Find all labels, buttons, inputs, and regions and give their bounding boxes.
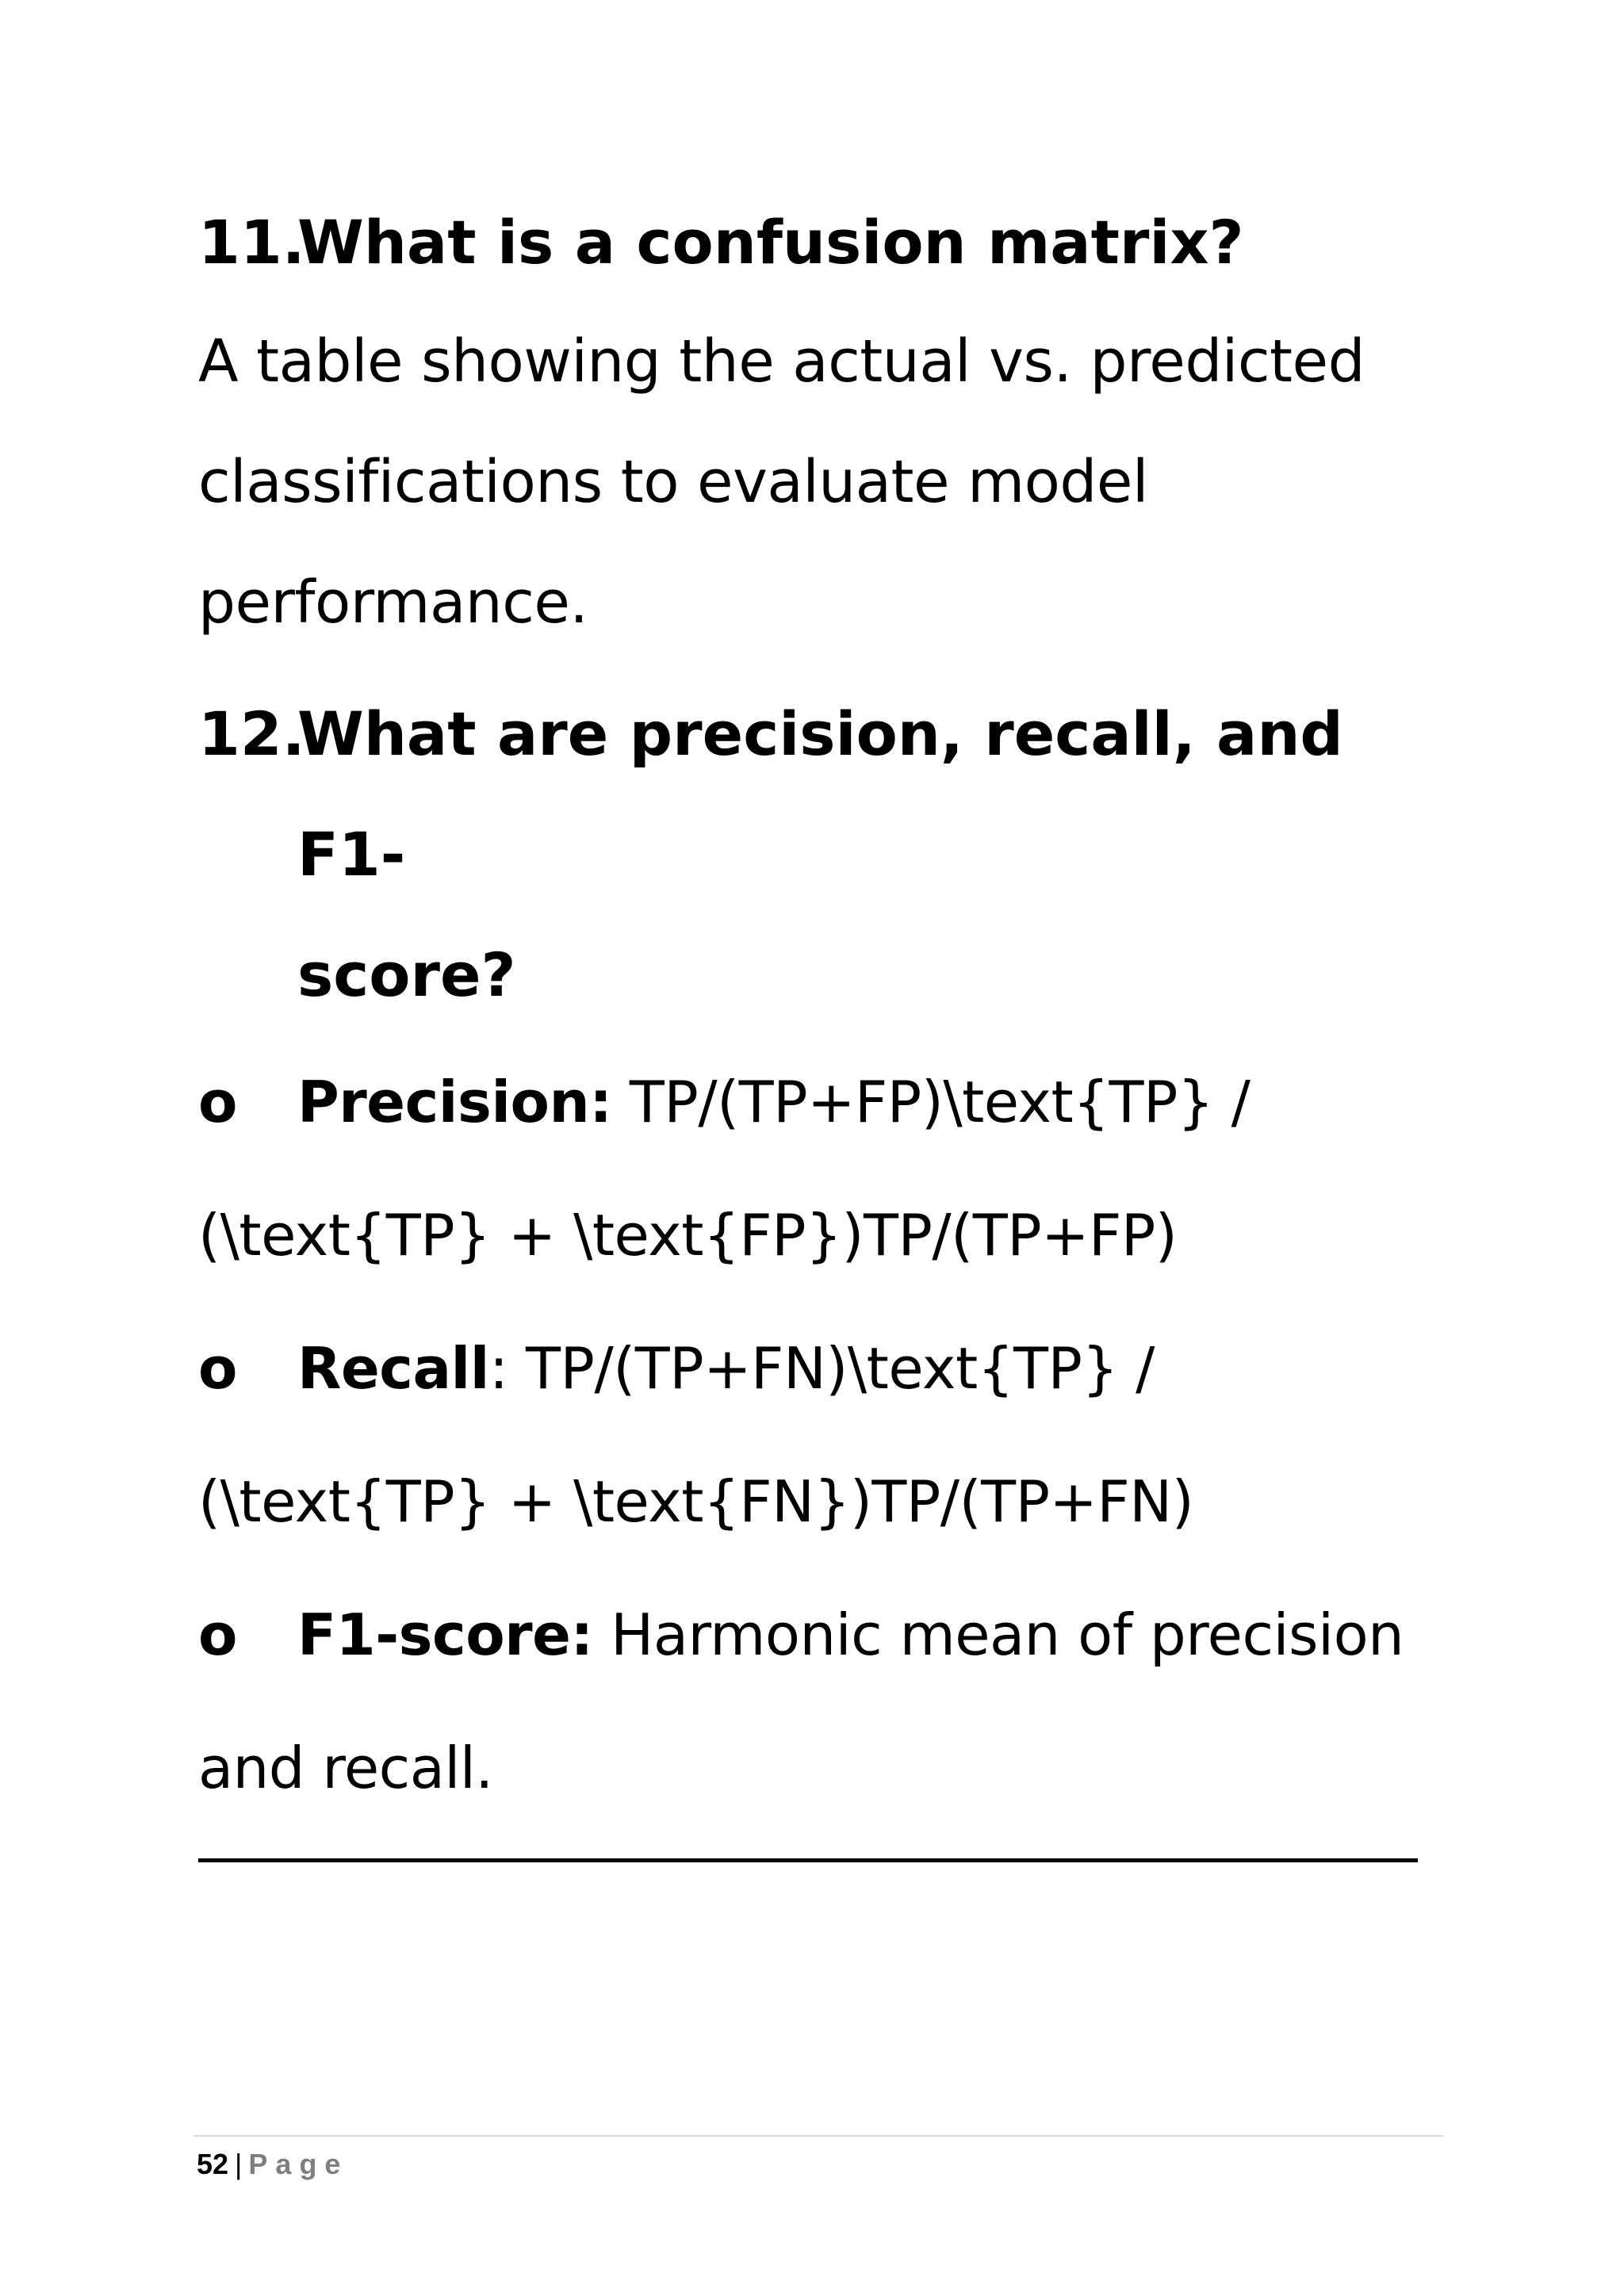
page-content [198,182,1435,1835]
f1-score-term: F1-score: [297,1601,593,1668]
question-11-heading [198,182,1435,303]
f1-score-description: Harmonic mean of precision and recall. [198,1601,1404,1801]
list-item-precision [198,1035,1435,1302]
precision-term: Precision: [297,1069,612,1135]
question-11-number: 11. [198,207,305,277]
bullet-marker: o [198,1335,237,1402]
horizontal-rule [198,1858,1418,1862]
question-12-text: What are precision, recall, and F1- score? [297,698,1343,1010]
page-footer [197,2145,348,2184]
page-number: 52 [197,2148,229,2180]
precision-formula: TP/(TP+FP)\text{TP} / (\text{TP} + \text{FP})TP/(TP+FP) [198,1069,1251,1269]
question-12-heading [198,674,1435,1035]
question-11-answer: A table showing the actual vs. predicted classifications to evaluate model performance. [198,327,1365,637]
list-item-recall [198,1302,1435,1568]
bullet-marker: o [198,1601,237,1668]
bullet-marker: o [198,1069,237,1135]
page-label: Page [248,2148,349,2180]
list-item-f1-score [198,1568,1435,1835]
question-11-text: What is a confusion matrix? [297,207,1244,277]
question-12-number: 12. [198,698,305,769]
recall-formula: : TP/(TP+FN)\text{TP} / (\text{TP} + \text{FN})TP/(TP+FN) [198,1335,1194,1535]
footer-divider [193,2135,1443,2137]
recall-term: Recall [297,1335,489,1402]
footer-separator: | [235,2148,243,2180]
